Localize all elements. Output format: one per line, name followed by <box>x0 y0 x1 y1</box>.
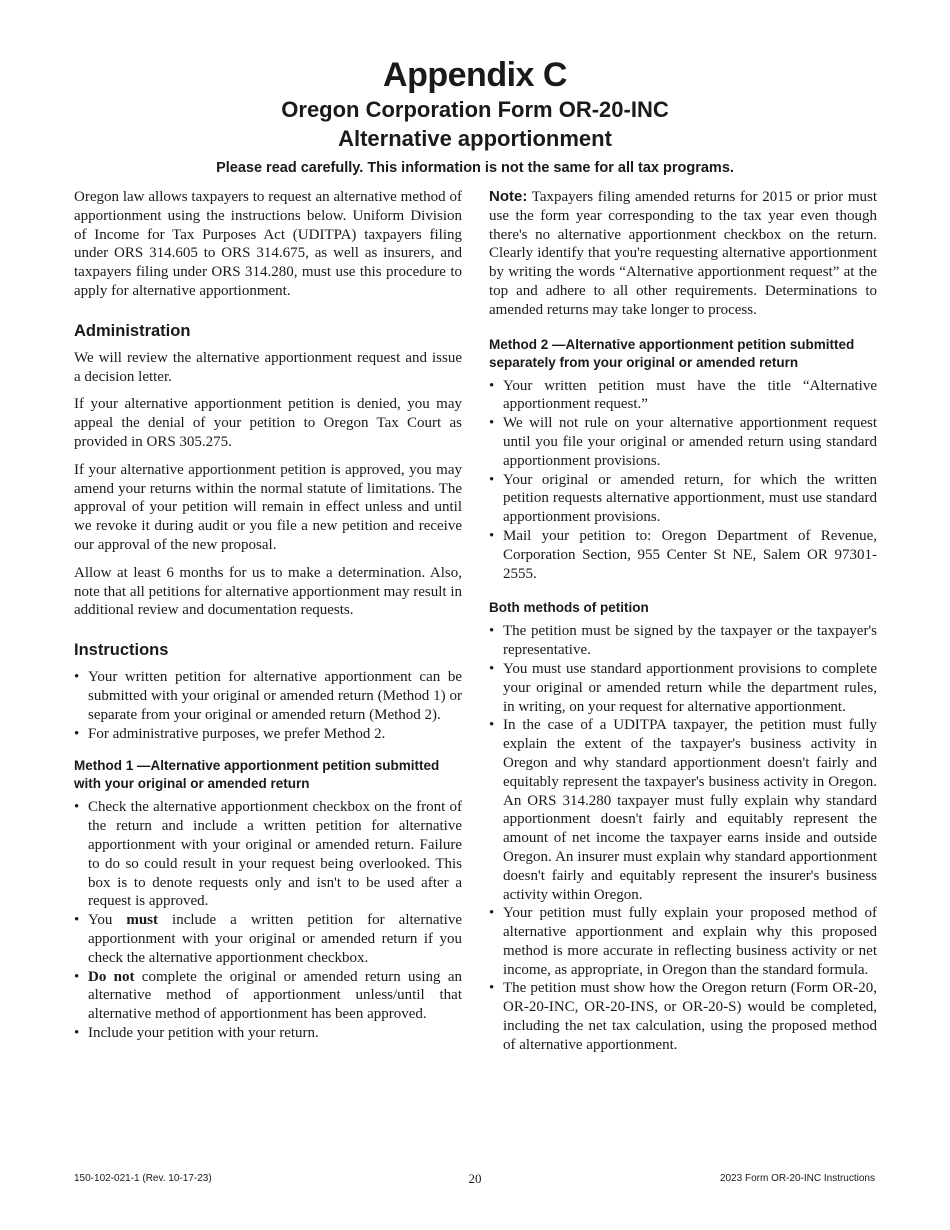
text-span: complete the original or amended return using an alternative method of apportionment unless/until that alternative method of apportionment has been approved. <box>88 968 462 1023</box>
instructions-list <box>74 668 462 743</box>
administration-paragraph-4: Allow at least 6 months for us to make a determination. Also, note that all petitions for alternative apportionment may result in additional review and documentation requests. <box>74 564 462 619</box>
topic-subtitle: Alternative apportionment <box>338 126 612 151</box>
note-text: Taxpayers filing amended returns for 2015 or prior must use the form year corresponding to the tax year even though there's no alternative apportionment checkbox on the return. Clearly identify that you're requesting alternative apportionment by writing the words “Alternative apportionment request” at the top and adhere to all other requirements. Determinations to amended returns may take longer to process. <box>489 189 877 318</box>
read-carefully-notice: Please read carefully. This information is not the same for all tax programs. <box>216 160 734 176</box>
list-item <box>74 968 462 1024</box>
list-item: • For administrative purposes, we prefer Method 2. <box>74 725 462 744</box>
note-paragraph <box>489 188 877 320</box>
right-column <box>489 188 877 1055</box>
list-item: • You must use standard apportionment provisions to complete your original or amended return while the department rules, in writing, on your request for alternative apportionment. <box>489 660 877 716</box>
list-item: • Your petition must fully explain your proposed method of alternative apportionment and explain why this proposed method is more accurate in reflecting business activity or net income, as appropriate, in Oregon than the standard formula. <box>489 904 877 979</box>
administration-paragraph-1: We will review the alternative apportionment request and issue a decision letter. <box>74 349 462 385</box>
list-item: • Include your petition with your return. <box>74 1024 462 1043</box>
both-methods-heading: Both methods of petition <box>489 600 649 616</box>
emphasis-text: Do not <box>88 968 135 985</box>
administration-paragraph-3: If your alternative apportionment petition is approved, you may amend your returns within the normal statute of limitations. The approval of your petition will remain in effect unless and until we revoke it during audit or you file a new petition and receive our approval of the new proposal. <box>74 461 462 553</box>
text-span: You <box>88 912 127 929</box>
list-item: • We will not rule on your alternative apportionment request until you file your original or amended return using standard apportionment provisions. <box>489 414 877 470</box>
method2-heading: Method 2 —Alternative apportionment petition submitted separately from your original or amended return <box>489 336 855 370</box>
form-number: 150-102-021-1 (Rev. 10-17-23) <box>74 1173 212 1184</box>
list-item: • The petition must show how the Oregon return (Form OR-20, OR-20-INC, OR-20-INS, or OR-20-S) would be completed, including the net tax calculation, using the proposed method of alternative apportionment. <box>489 979 877 1054</box>
list-item: • Check the alternative apportionment checkbox on the front of the return and include a written petition for alternative apportionment with your original or amended return. Failure to do so could result in your request being overlooked. This box is to denote requests only and isn't to be used after a request is approved. <box>74 798 462 911</box>
list-item <box>74 911 462 967</box>
administration-paragraph-2: If your alternative apportionment petition is denied, you may appeal the denial of your petition to Oregon Tax Court as provided in ORS 305.275. <box>74 396 462 450</box>
text-span: include a written petition for alternative apportionment with your original or amended return if you check the alternative apportionment checkbox. <box>88 912 462 966</box>
list-item: • Mail your petition to: Oregon Department of Revenue, Corporation Section, 955 Center St NE, Salem OR 97301-2555. <box>489 527 877 583</box>
intro-paragraph: Oregon law allows taxpayers to request an alternative method of apportionment using the instructions below. Uniform Division of Income for Tax Purposes Act (UDITPA) taxpayers filing under ORS 314.605 to ORS 314.675, as well as insurers, and taxpayers filing under ORS 314.280, must use this procedure to apply for alternative apportionment. <box>74 189 462 299</box>
administration-heading: Administration <box>74 321 191 340</box>
instructions-heading: Instructions <box>74 641 169 660</box>
list-item: • The petition must be signed by the taxpayer or the taxpayer's representative. <box>489 622 877 660</box>
both-methods-list <box>489 622 877 1054</box>
left-column <box>74 188 462 1043</box>
note-label: Note: <box>489 188 528 205</box>
emphasis-text: must <box>126 912 159 929</box>
list-item: • Your original or amended return, for which the written petition requests alternative apportionment, must use standard apportionment provisions. <box>489 471 877 527</box>
list-item: • Your written petition must have the title “Alternative apportionment request.” <box>489 377 877 415</box>
page-title: Appendix C <box>383 56 567 94</box>
method2-list <box>489 377 877 584</box>
list-item: • Your written petition for alternative apportionment can be submitted with your original or amended return (Method 1) or separate from your original or amended return (Method 2). <box>74 668 462 724</box>
method1-heading: Method 1 —Alternative apportionment petition submitted with your original or amended return <box>74 758 440 792</box>
method1-list <box>74 798 462 1042</box>
list-item: • In the case of a UDITPA taxpayer, the petition must fully explain the extent of the taxpayer's business activity in Oregon and why standard apportionment doesn't fairly and equitably represent the taxpayer's business activity in Oregon. An ORS 314.280 taxpayer must fully explain why standard apportionment doesn't fairly and equitably represent the amount of net income the taxpayer earns inside and outside Oregon. An insurer must explain why standard apportionment doesn't fairly and equitably represent the insurer's business activity within Oregon. <box>489 716 877 904</box>
document-title: 2023 Form OR-20-INC Instructions <box>719 1173 875 1184</box>
form-subtitle: Oregon Corporation Form OR-20-INC <box>281 97 669 122</box>
page-number: 20 <box>468 1171 482 1186</box>
